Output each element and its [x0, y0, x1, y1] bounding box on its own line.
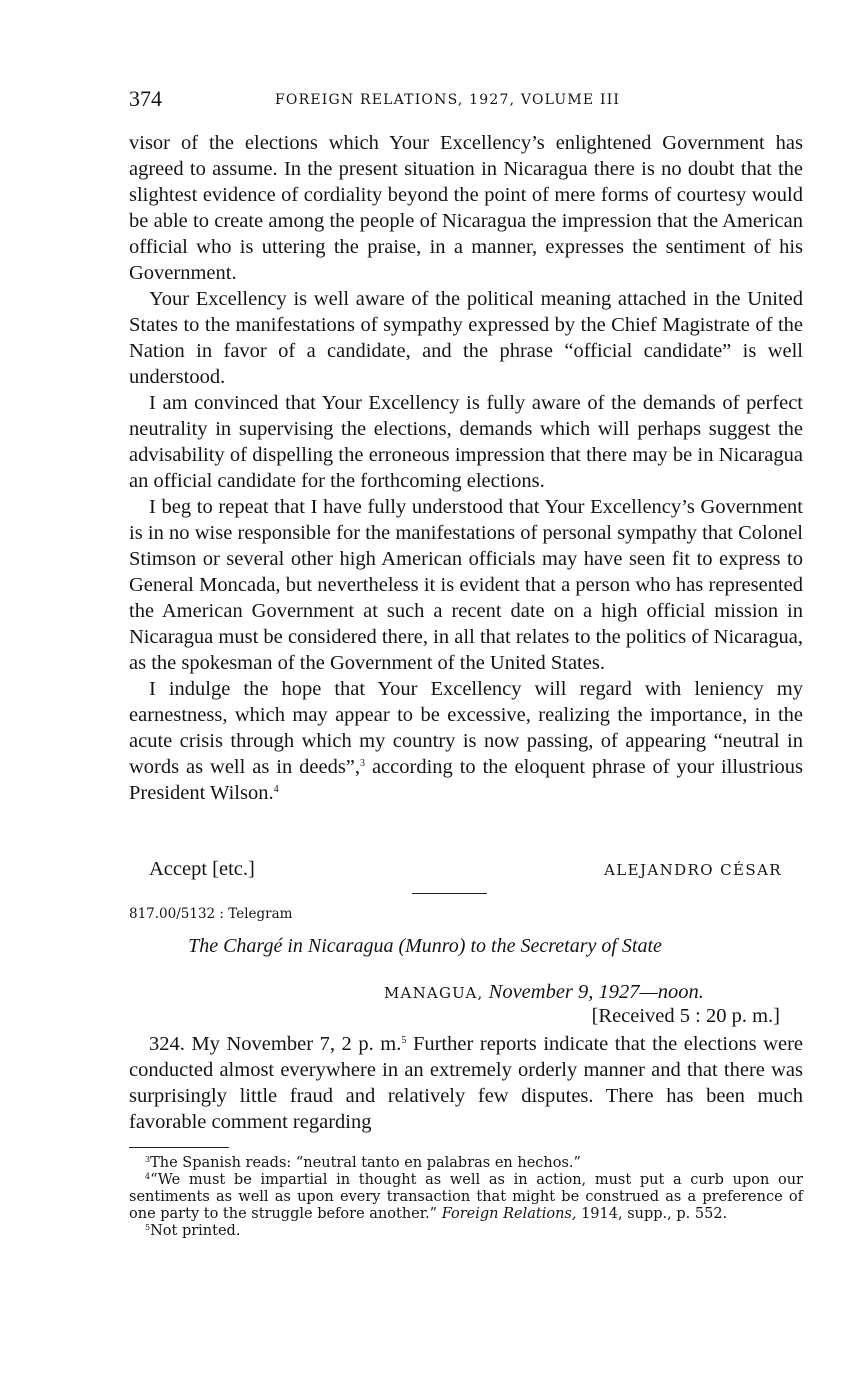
letter-paragraph-4: I beg to repeat that I have fully understood that Your Excellency’s Government is in no wise responsible for the manifestations of personal sympathy that Colonel Stimson or several other high American officials may have seen fit to express to General Moncada, but nevertheless it is evident that a person who has represented the American Government at such a recent date on a high official mission in Nicaragua must be considered there, in all that relates to the politics of Nicaragua, as the spokesman of the Government of the United States. — [129, 496, 803, 674]
footnotes — [129, 1155, 803, 1240]
telegram-text-b: Further reports indicate that the elections were conducted almost everywhere in an extremely orderly manner and that there was surprisingly little fraud and relatively few disputes. There has been much favorable comment regarding — [129, 1033, 803, 1133]
footnote-mark: 5 — [145, 1223, 151, 1232]
letter-paragraph-5 — [129, 676, 803, 806]
telegram-body — [129, 1031, 803, 1135]
footnote-ref-5: 5 — [401, 1035, 407, 1046]
footnote-text: “We must be impartial in thought as well as in action, must put a curb upon our sentiments as well as upon every transaction that might be construed as a preference of one party to the struggle before another.” — [129, 1172, 803, 1222]
closing-row — [149, 858, 803, 886]
dateline — [384, 981, 704, 1004]
page-header — [129, 86, 803, 116]
footnote-mark: 4 — [145, 1172, 151, 1181]
file-number: 817.00/5132 : Telegram — [129, 906, 293, 922]
signer-name: ALEJANDRO CÉSAR — [604, 861, 782, 879]
footnote-source: Foreign Relations, — [441, 1206, 577, 1222]
section-divider — [412, 893, 487, 894]
footnote-ref-3: 3 — [360, 758, 366, 769]
document-title: The Chargé in Nicaragua (Munro) to the Secretary of State — [188, 935, 662, 957]
letter-paragraph-3: I am convinced that Your Excellency is fully aware of the demands of perfect neutrality in supervising the elections, demands which will perhaps suggest the advisability of dispelling the erroneous impression that there may be in Nicaragua an official candidate for the forthcoming elections. — [129, 392, 803, 492]
footnote-5 — [129, 1223, 803, 1240]
footnote-3 — [129, 1155, 803, 1172]
closing-text: Accept [etc.] — [149, 858, 255, 880]
footnote-4 — [129, 1172, 803, 1223]
telegram-paragraph — [129, 1031, 803, 1135]
page-number: 374 — [129, 86, 162, 111]
letter-paragraph-5-text-b: according to the eloquent phrase of your illustrious President Wilson. — [129, 756, 803, 804]
letter-body — [129, 130, 803, 806]
footnote-ref-4: 4 — [273, 784, 279, 795]
received-note: [Received 5 : 20 p. m.] — [591, 1005, 780, 1027]
telegram-text-a: 324. My November 7, 2 p. m. — [149, 1033, 402, 1055]
dateline-place: MANAGUA, — [384, 984, 484, 1002]
footnote-text: The Spanish reads: “neutral tanto en palabras en hechos.” — [150, 1155, 581, 1171]
footnote-source-detail: 1914, supp., p. 552. — [576, 1206, 728, 1222]
running-title: FOREIGN RELATIONS, 1927, VOLUME III — [275, 92, 621, 108]
letter-paragraph-5-text-a: I indulge the hope that Your Excellency will regard with leniency my earnestness, which may appear to be excessive, realizing the importance, in the acute crisis through which my country is now passing, of appearing “neutral in words as well as in deeds”, — [129, 678, 803, 778]
letter-paragraph-2: Your Excellency is well aware of the political meaning attached in the United States to the manifestations of sympathy expressed by the Chief Magistrate of the Nation in favor of a candidate, and the phrase “official candidate” is well understood. — [129, 288, 803, 388]
footnote-text: Not printed. — [150, 1223, 241, 1239]
footnote-rule — [129, 1147, 229, 1148]
letter-paragraph-1: visor of the elections which Your Excellency’s enlightened Government has agreed to assume. In the present situation in Nicaragua there is no doubt that the slightest evidence of cordiality beyond the point of mere forms of courtesy would be able to create among the people of Nicaragua the impression that the American official who is uttering the praise, in a manner, expresses the sentiment of his Government. — [129, 132, 803, 284]
footnote-mark: 3 — [145, 1155, 151, 1164]
dateline-date: November 9, 1927—noon. — [488, 981, 704, 1003]
